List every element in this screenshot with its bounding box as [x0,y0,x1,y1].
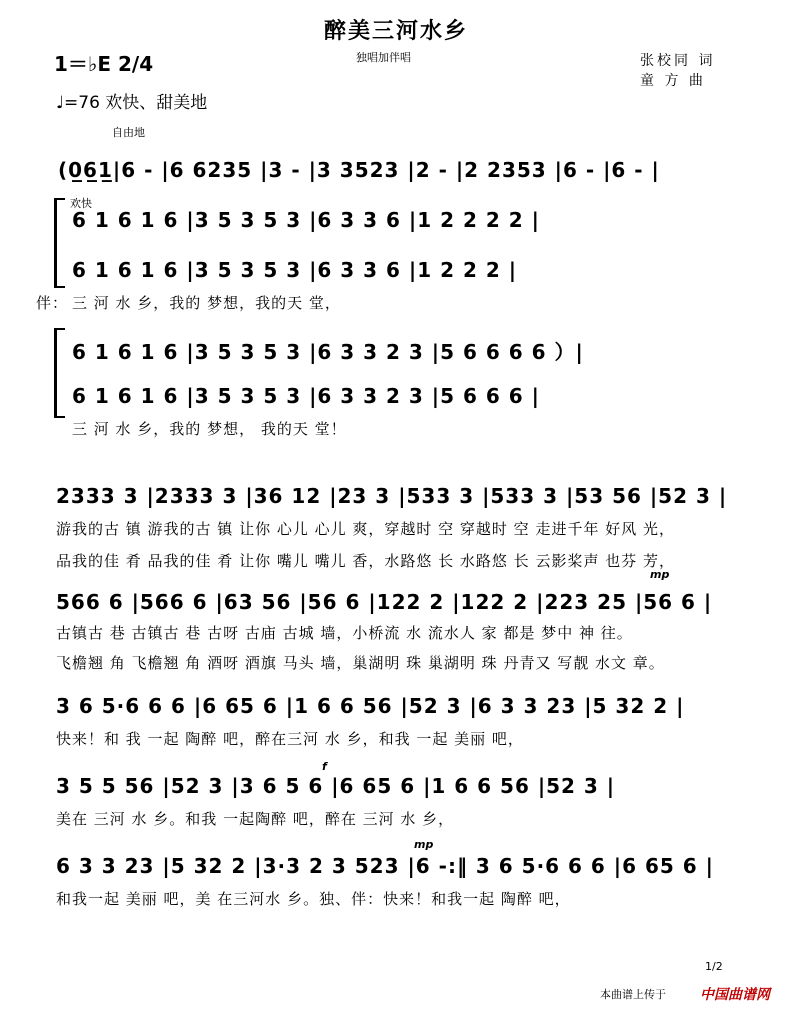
line4-lyric-verse1: 古镇古 巷 古镇古 巷 古呀 古庙 古城 墙，小桥流 水 流水人 家 都是 梦中 神 往。 [56,624,633,642]
key-signature: 1＝♭E 2/4 [54,52,154,76]
line5-lyric: 快来！和 我 一起 陶醉 吧，醉在三河 水 乡，和我 一起 美丽 吧， [56,730,524,748]
section-marking: 欢快 [70,197,92,210]
intro-line: (0̲6̲1̲|6 - |6 6235 |3 - |3 3523 |2 - |2 2353 |6 - |6 - | [58,158,660,182]
lyricist-credit: 张校同 词 [640,53,716,69]
dynamic-f: f [322,760,327,773]
score-title: 醉美三河水乡 [323,19,468,44]
system1-lyric: 三 河 水 乡，我的 梦想，我的天 堂， [72,294,341,312]
system-brace [54,198,65,288]
dynamic-mp: mp [414,838,434,851]
system2-upper-voice: 6 1 6 1 6 |3 5 3 5 3 |6 3 3 2 3 |5 6 6 6 6 ）| [72,340,584,364]
expression-marking: 自由地 [112,126,145,139]
line6-lyric: 美在 三河 水 乡。和我 一起陶醉 吧，醉在 三河 水 乡， [56,810,455,828]
tempo-marking: ♩=76 欢快、甜美地 [56,93,208,113]
line7-notes: 6 3 3 23 |5 32 2 |3·3 2 3 523 |6 -:‖ 3 6 5·6 6 6 |6 65 6 | [56,854,714,878]
page-number: 1/2 [705,960,723,973]
line4-notes: 566 6 |566 6 |63 56 |56 6 |122 2 |122 2 |223 25 |56 6 | [56,590,713,614]
accompaniment-label: 伴： [36,294,69,312]
dynamic-mp: mp [650,568,670,581]
line5-notes: 3 6 5·6 6 6 |6 65 6 |1 6 6 56 |52 3 |6 3 3 23 |5 32 2 | [56,694,685,718]
line3-lyric-verse1: 游我的古 镇 游我的古 镇 让你 心儿 心儿 爽，穿越时 空 穿越时 空 走进千年 好风 光， [56,520,675,538]
line3-lyric-verse2: 品我的佳 肴 品我的佳 肴 让你 嘴儿 嘴儿 香，水路悠 长 水路悠 长 云影桨声 也芬 芳， [56,552,675,570]
system1-upper-voice: 6 1 6 1 6 |3 5 3 5 3 |6 3 3 6 |1 2 2 2 2 | [72,208,540,232]
system2-lower-voice: 6 1 6 1 6 |3 5 3 5 3 |6 3 3 2 3 |5 6 6 6 | [72,384,540,408]
system-brace [54,328,65,418]
site-logo[interactable]: 中国曲谱网 [700,987,770,1003]
line6-notes: 3 5 5 56 |52 3 |3 6 5 6 |6 65 6 |1 6 6 56 |52 3 | [56,774,616,798]
footer-upload-text: 本曲谱上传于 [600,988,666,1001]
line7-lyric: 和我一起 美丽 吧，美 在三河水 乡。独、伴：快来！和我一起 陶醉 吧， [56,890,571,908]
composer-credit: 童 方 曲 [640,73,706,89]
system1-lower-voice: 6 1 6 1 6 |3 5 3 5 3 |6 3 3 6 |1 2 2 2 | [72,258,518,282]
score-subtitle: 独唱加伴唱 [356,51,411,64]
line3-notes: 2333 3 |2333 3 |36 12 |23 3 |533 3 |533 3 |53 56 |52 3 | [56,484,728,508]
line4-lyric-verse2: 飞檐翘 角 飞檐翘 角 酒呀 酒旗 马头 墙，巢湖明 珠 巢湖明 珠 丹青又 写靓 水文 章。 [56,654,665,672]
system2-lyric: 三 河 水 乡，我的 梦想， 我的天 堂！ [72,420,347,438]
